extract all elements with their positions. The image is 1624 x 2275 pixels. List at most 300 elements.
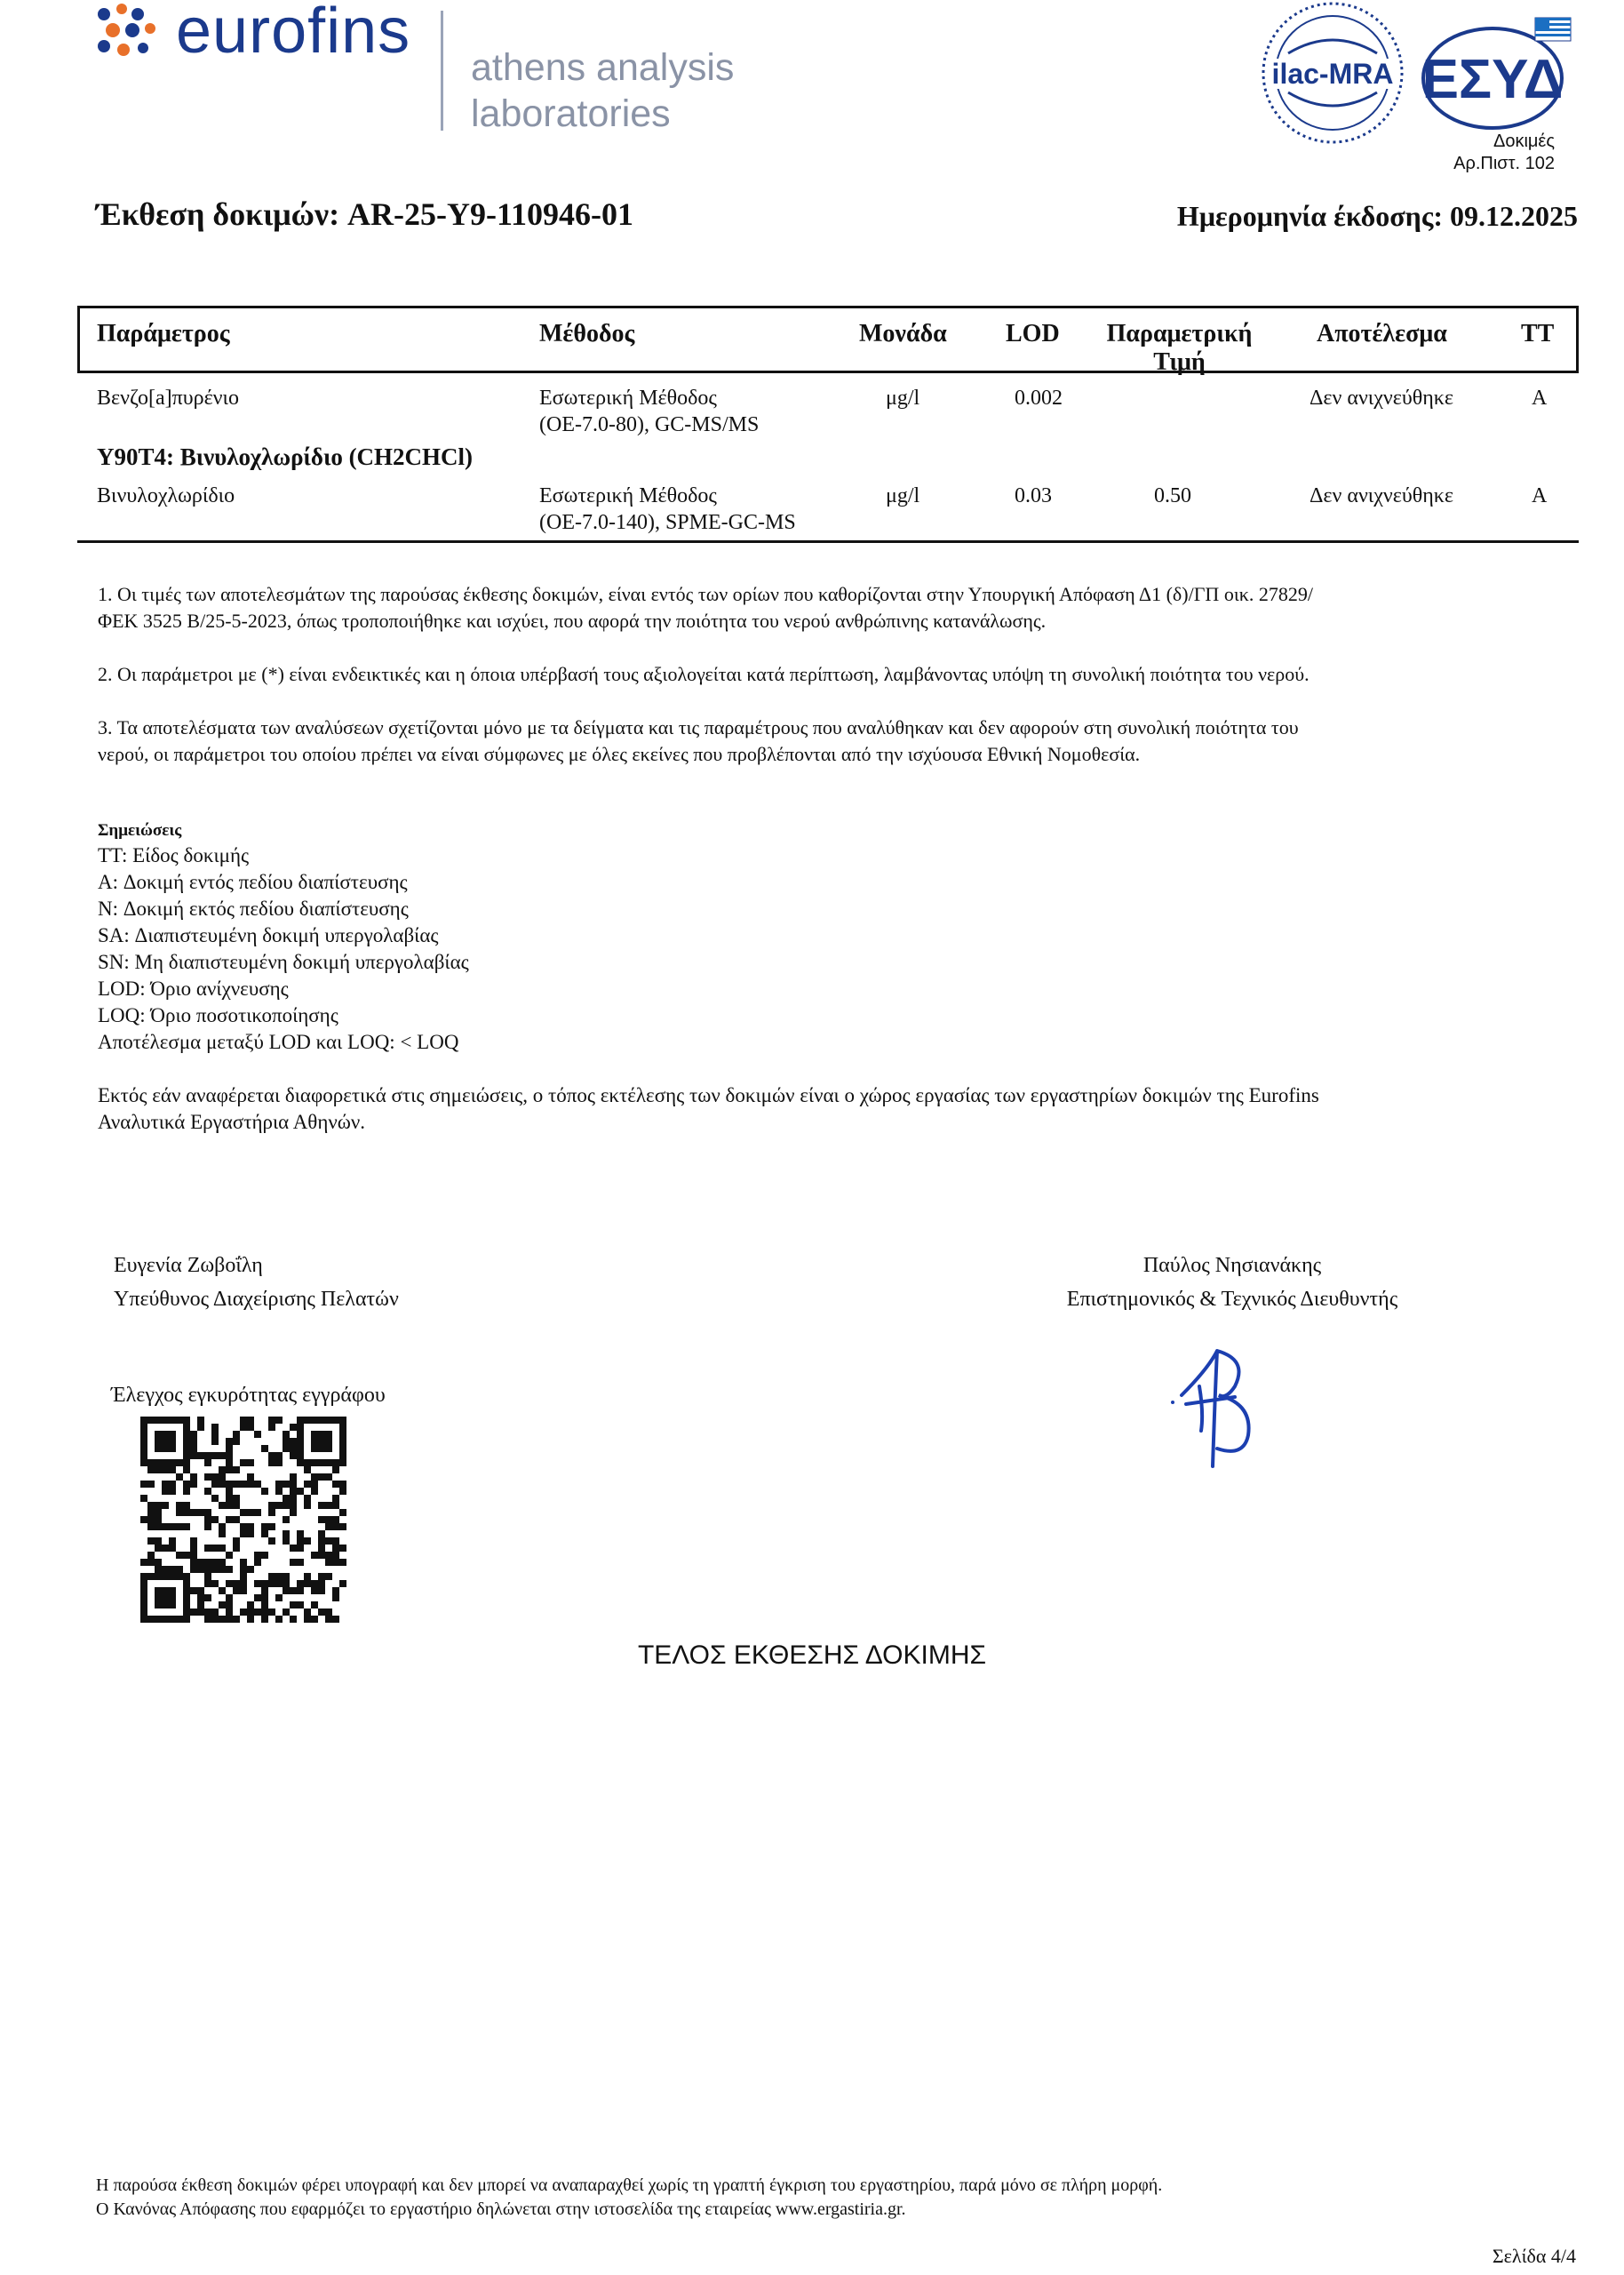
qr-module [197, 1509, 204, 1516]
qr-module [226, 1438, 233, 1445]
qr-module [155, 1594, 162, 1601]
qr-module [254, 1559, 261, 1566]
qr-module [211, 1580, 219, 1587]
qr-module [339, 1488, 346, 1495]
qr-module [226, 1488, 233, 1495]
qr-module [233, 1502, 240, 1509]
accreditation-number: Αρ.Πιστ. 102 [1453, 154, 1555, 173]
qr-module [339, 1459, 346, 1466]
qr-module [325, 1431, 332, 1438]
qr-module [304, 1580, 311, 1587]
qr-module [254, 1580, 261, 1587]
note-3 [98, 714, 1555, 768]
qr-module [162, 1438, 169, 1445]
qr-module [339, 1559, 346, 1566]
qr-module [283, 1431, 290, 1438]
legend-item: A: Δοκιμή εντός πεδίου διαπίστευσης [98, 871, 408, 893]
legend-title: Σημειώσεις [98, 821, 182, 840]
qr-module [290, 1545, 297, 1552]
qr-module [332, 1495, 339, 1502]
qr-module [211, 1495, 219, 1502]
qr-module [140, 1616, 147, 1623]
qr-module [211, 1481, 219, 1488]
qr-module [169, 1601, 176, 1608]
qr-module [190, 1537, 197, 1545]
qr-module [211, 1438, 219, 1445]
qr-module [290, 1502, 297, 1509]
row1-method-line1: Εσωτερική Μέθοδος [539, 387, 717, 410]
qr-module [325, 1473, 332, 1481]
qr-module [290, 1509, 297, 1516]
brand-name: eurofins [176, 0, 411, 67]
qr-module [290, 1424, 297, 1431]
qr-module [261, 1552, 268, 1559]
qr-module [332, 1481, 339, 1488]
results-table [77, 306, 1579, 546]
qr-module [268, 1580, 275, 1587]
qr-module [283, 1502, 290, 1509]
signatory-right-role: Επιστημονικός & Τεχνικός Διευθυντής [1066, 1288, 1398, 1311]
report-title: Έκθεση δοκιμών: AR-25-Y9-110946-01 [96, 196, 634, 232]
legend-item: LOD: Όριο ανίχνευσης [98, 978, 289, 1000]
qr-module [325, 1516, 332, 1523]
qr-module [332, 1537, 339, 1545]
qr-module [240, 1608, 247, 1616]
qr-module [162, 1566, 169, 1573]
qr-module [147, 1459, 155, 1466]
legend-item: SN: Μη διαπιστευμένη δοκιμή υπεργολαβίας [98, 951, 469, 973]
qr-module [233, 1466, 240, 1473]
qr-module [169, 1523, 176, 1530]
qr-module [176, 1459, 183, 1466]
qr-module [204, 1459, 211, 1466]
qr-module [240, 1459, 247, 1466]
row2-parameter: Βινυλοχλωρίδιο [97, 484, 235, 507]
qr-module [318, 1459, 325, 1466]
qr-module [290, 1559, 297, 1566]
qr-module [162, 1573, 169, 1580]
qr-module [204, 1516, 211, 1523]
location-note [98, 1082, 1555, 1136]
qr-module [290, 1488, 297, 1495]
qr-module [332, 1523, 339, 1530]
qr-module [290, 1438, 297, 1445]
qr-module [226, 1502, 233, 1509]
note-2-line1: 2. Οι παράμετροι με (*) είναι ενδεικτικές και η όποια υπέρβασή τους αξιολογείται κατά περίπτωση, λαμβάνοντας υπόψη τη συνολική ποιότητα του νερού. [98, 663, 1310, 685]
header-divider [441, 11, 443, 131]
qr-module [311, 1481, 318, 1488]
qr-module [183, 1587, 190, 1594]
qr-module [233, 1481, 240, 1488]
qr-module [297, 1545, 304, 1552]
qr-module [219, 1587, 226, 1594]
qr-module [211, 1616, 219, 1623]
qr-module [297, 1445, 304, 1452]
qr-module [176, 1616, 183, 1623]
qr-module [204, 1608, 211, 1616]
qr-module [204, 1616, 211, 1623]
qr-module [183, 1417, 190, 1424]
ilac-mra-seal [1262, 0, 1404, 156]
handwritten-signature [1164, 1333, 1270, 1475]
qr-module [318, 1537, 325, 1545]
row1-result: Δεν ανιχνεύθηκε [1310, 387, 1453, 410]
qr-module [140, 1559, 147, 1566]
qr-module [190, 1608, 197, 1616]
qr-module [204, 1523, 211, 1530]
qr-module [197, 1608, 204, 1616]
qr-module [261, 1608, 268, 1616]
qr-module [268, 1502, 275, 1509]
qr-module [162, 1502, 169, 1509]
qr-module [155, 1502, 162, 1509]
qr-module [176, 1417, 183, 1424]
page-number: Σελίδα 4/4 [1492, 2245, 1576, 2267]
qr-module [318, 1438, 325, 1445]
qr-module [318, 1545, 325, 1552]
signature-left [114, 1249, 399, 1316]
qr-module [283, 1445, 290, 1452]
end-of-report: ΤΕΛΟΣ ΕΚΘΕΣΗΣ ΔΟΚΙΜΗΣ [637, 1640, 987, 1670]
qr-module [304, 1502, 311, 1509]
qr-module [240, 1417, 247, 1424]
qr-module [261, 1587, 268, 1594]
qr-module [183, 1594, 190, 1601]
qr-module [261, 1445, 268, 1452]
qr-module [219, 1473, 226, 1481]
qr-module [183, 1552, 190, 1559]
qr-module [147, 1552, 155, 1559]
qr-module [268, 1537, 275, 1545]
qr-module [183, 1608, 190, 1616]
qr-module [162, 1616, 169, 1623]
svg-text:ΕΣΥΔ: ΕΣΥΔ [1421, 49, 1564, 110]
qr-module [155, 1559, 162, 1566]
qr-module [240, 1580, 247, 1587]
col-header-method: Μέθοδος [539, 320, 635, 347]
qr-module [268, 1509, 275, 1516]
col-header-parametric-value-line1: Παραμετρική [1106, 320, 1253, 347]
qr-module [311, 1488, 318, 1495]
qr-module [247, 1509, 254, 1516]
qr-module [304, 1481, 311, 1488]
qr-module [140, 1431, 147, 1438]
qr-module [254, 1431, 261, 1438]
qr-module [311, 1445, 318, 1452]
qr-module [290, 1481, 297, 1488]
qr-module [190, 1587, 197, 1594]
qr-module [183, 1601, 190, 1608]
row1-parameter: Βενζο[a]πυρένιο [97, 387, 239, 410]
qr-module [332, 1466, 339, 1473]
qr-module [197, 1417, 204, 1424]
qr-module [204, 1545, 211, 1552]
row2-parametric-value: 0.50 [1154, 484, 1191, 507]
table-bottom-rule [77, 540, 1579, 543]
qr-module [261, 1601, 268, 1608]
qr-module [261, 1488, 268, 1495]
qr-module [297, 1601, 304, 1608]
row1-lod: 0.002 [1015, 387, 1063, 410]
qr-module [226, 1566, 233, 1573]
qr-module [147, 1481, 155, 1488]
col-header-parametric-value-line2: Τιμή [1153, 348, 1206, 376]
qr-module [332, 1545, 339, 1552]
qr-module [190, 1438, 197, 1445]
qr-module [211, 1452, 219, 1459]
location-note-line1: Εκτός εάν αναφέρεται διαφορετικά στις σημειώσεις, ο τόπος εκτέλεσης των δοκιμών είναι ο χώρος εργασίας των εργαστηρίων δοκιμών της Eurofins [98, 1084, 1319, 1106]
qr-module [325, 1537, 332, 1545]
qr-module [211, 1516, 219, 1523]
qr-module [190, 1509, 197, 1516]
qr-module [261, 1530, 268, 1537]
qr-module [325, 1438, 332, 1445]
qr-module [169, 1417, 176, 1424]
qr-module [140, 1594, 147, 1601]
row2-unit: μg/l [886, 484, 920, 507]
qr-module [169, 1545, 176, 1552]
qr-module [169, 1445, 176, 1452]
qr-module [275, 1488, 283, 1495]
qr-module [339, 1438, 346, 1445]
row2-result: Δεν ανιχνεύθηκε [1310, 484, 1453, 507]
qr-module [162, 1488, 169, 1495]
qr-module [240, 1481, 247, 1488]
qr-module [339, 1509, 346, 1516]
qr-module [155, 1431, 162, 1438]
qr-module [183, 1616, 190, 1623]
group-heading: Y90T4: Βινυλοχλωρίδιο (CH2CHCl) [97, 443, 474, 470]
qr-module [226, 1459, 233, 1466]
qr-module [183, 1509, 190, 1516]
qr-module [233, 1587, 240, 1594]
qr-module [190, 1452, 197, 1459]
qr-module [219, 1566, 226, 1573]
qr-module [155, 1509, 162, 1516]
qr-module [169, 1537, 176, 1545]
qr-module [183, 1573, 190, 1580]
qr-module [247, 1608, 254, 1616]
footer-line2: Ο Κανόνας Απόφασης που εφαρμόζει το εργαστήριο δηλώνεται στην ιστοσελίδα της εταιρείας www.ergastiria.gr. [96, 2199, 906, 2219]
qr-module [325, 1523, 332, 1530]
qr-module [226, 1552, 233, 1559]
qr-module [155, 1616, 162, 1623]
qr-module [275, 1573, 283, 1580]
qr-module [219, 1559, 226, 1566]
qr-module [332, 1587, 339, 1594]
qr-module [162, 1481, 169, 1488]
qr-module [261, 1523, 268, 1530]
col-header-parametric-value [1097, 320, 1262, 377]
qr-module [162, 1466, 169, 1473]
qr-module [318, 1502, 325, 1509]
qr-module [176, 1552, 183, 1559]
qr-module [268, 1424, 275, 1431]
qr-module [197, 1601, 204, 1608]
qr-module [283, 1530, 290, 1537]
eurofins-logo-mark [93, 0, 173, 67]
qr-module [226, 1616, 233, 1623]
legend [98, 819, 469, 1056]
footer-line1: Η παρούσα έκθεση δοκιμών φέρει υπογραφή και δεν μπορεί να αναπαραχθεί χωρίς τη γραπτή έγκριση του εργαστηρίου, παρά μόνο σε πλήρη μορφή. [96, 2175, 1163, 2195]
qr-module [190, 1431, 197, 1438]
legend-item: TT: Είδος δοκιμής [98, 844, 250, 866]
qr-module [247, 1530, 254, 1537]
qr-module [147, 1502, 155, 1509]
qr-module [339, 1431, 346, 1438]
qr-module [283, 1573, 290, 1580]
qr-module [155, 1438, 162, 1445]
qr-module [339, 1445, 346, 1452]
qr-module [339, 1452, 346, 1459]
qr-module [275, 1502, 283, 1509]
qr-module [297, 1417, 304, 1424]
qr-module [140, 1495, 147, 1502]
qr-module [254, 1552, 261, 1559]
qr-module [147, 1616, 155, 1623]
qr-module [147, 1523, 155, 1530]
qr-module [290, 1495, 297, 1502]
note-2 [98, 661, 1555, 688]
qr-module [261, 1616, 268, 1623]
qr-module [268, 1608, 275, 1616]
qr-module [275, 1481, 283, 1488]
qr-module [233, 1545, 240, 1552]
qr-module [155, 1566, 162, 1573]
qr-module [290, 1601, 297, 1608]
qr-module [169, 1594, 176, 1601]
qr-module [226, 1466, 233, 1473]
qr-module [183, 1523, 190, 1530]
qr-module [162, 1587, 169, 1594]
qr-module [275, 1417, 283, 1424]
qr-module [211, 1559, 219, 1566]
qr-module [162, 1601, 169, 1608]
qr-module [311, 1616, 318, 1623]
qr-module [162, 1445, 169, 1452]
qr-module [297, 1530, 304, 1537]
qr-module [311, 1587, 318, 1594]
qr-module [268, 1523, 275, 1530]
qr-module [162, 1545, 169, 1552]
qr-module [183, 1452, 190, 1459]
qr-module [304, 1608, 311, 1616]
qr-module [325, 1608, 332, 1616]
qr-module [140, 1580, 147, 1587]
qr-module [140, 1445, 147, 1452]
qr-module [226, 1495, 233, 1502]
qr-module [183, 1580, 190, 1587]
qr-module [318, 1608, 325, 1616]
qr-module [311, 1601, 318, 1608]
qr-module [247, 1523, 254, 1530]
qr-module [283, 1608, 290, 1616]
col-header-test-type: TT [1521, 320, 1555, 347]
qr-module [275, 1616, 283, 1623]
qr-module [226, 1481, 233, 1488]
qr-module [190, 1559, 197, 1566]
qr-module [311, 1552, 318, 1559]
qr-module [204, 1559, 211, 1566]
note-1-line2: ΦΕΚ 3525 Β/25-5-2023, όπως τροποποιήθηκε και ισχύει, που αφορά την ποιότητα του νερού ανθρώπινης κατανάλωσης. [98, 610, 1047, 632]
footer [96, 2174, 1162, 2222]
qr-module [318, 1580, 325, 1587]
qr-module [325, 1573, 332, 1580]
qr-module [226, 1601, 233, 1608]
legend-item: N: Δοκιμή εκτός πεδίου διαπίστευσης [98, 898, 409, 920]
qr-module [219, 1616, 226, 1623]
qr-module [332, 1502, 339, 1509]
qr-module [183, 1502, 190, 1509]
qr-module [162, 1594, 169, 1601]
qr-module [219, 1452, 226, 1459]
qr-code[interactable] [137, 1415, 350, 1624]
validity-label: Έλεγχος εγκυρότητας εγγράφου [111, 1384, 386, 1407]
qr-module [332, 1552, 339, 1559]
qr-module [247, 1481, 254, 1488]
qr-module [211, 1431, 219, 1438]
qr-module [240, 1509, 247, 1516]
qr-module [339, 1545, 346, 1552]
qr-module [297, 1431, 304, 1438]
qr-module [147, 1573, 155, 1580]
qr-module [318, 1445, 325, 1452]
legend-item: Αποτέλεσμα μεταξύ LOD και LOQ: < LOQ [98, 1031, 459, 1053]
qr-module [183, 1438, 190, 1445]
qr-module [204, 1573, 211, 1580]
qr-module [332, 1559, 339, 1566]
lab-subtitle-line1: athens analysis [471, 46, 735, 89]
qr-module [176, 1509, 183, 1516]
qr-module [283, 1495, 290, 1502]
qr-module [297, 1559, 304, 1566]
qr-module [275, 1459, 283, 1466]
row2-test-type: A [1532, 484, 1548, 507]
qr-module [162, 1523, 169, 1530]
qr-module [190, 1445, 197, 1452]
qr-module [155, 1537, 162, 1545]
qr-module [240, 1559, 247, 1566]
qr-module [147, 1516, 155, 1523]
qr-module [297, 1580, 304, 1587]
qr-module [155, 1417, 162, 1424]
qr-module [176, 1523, 183, 1530]
qr-module [233, 1516, 240, 1523]
qr-module [318, 1587, 325, 1594]
note-1 [98, 581, 1555, 635]
qr-module [183, 1481, 190, 1488]
qr-module [211, 1473, 219, 1481]
qr-module [275, 1594, 283, 1601]
qr-module [268, 1573, 275, 1580]
lab-subtitle-line2: laboratories [471, 92, 671, 135]
qr-module [226, 1445, 233, 1452]
qr-module [283, 1587, 290, 1594]
issue-date: Ημερομηνία έκδοσης: 09.12.2025 [1176, 200, 1578, 232]
qr-module [283, 1580, 290, 1587]
qr-module [261, 1594, 268, 1601]
qr-module [162, 1417, 169, 1424]
qr-module [311, 1580, 318, 1587]
qr-module [219, 1481, 226, 1488]
qr-module [318, 1473, 325, 1481]
qr-module [332, 1594, 339, 1601]
qr-module [197, 1424, 204, 1431]
qr-module [325, 1559, 332, 1566]
qr-module [162, 1431, 169, 1438]
qr-module [176, 1573, 183, 1580]
qr-module [283, 1537, 290, 1545]
